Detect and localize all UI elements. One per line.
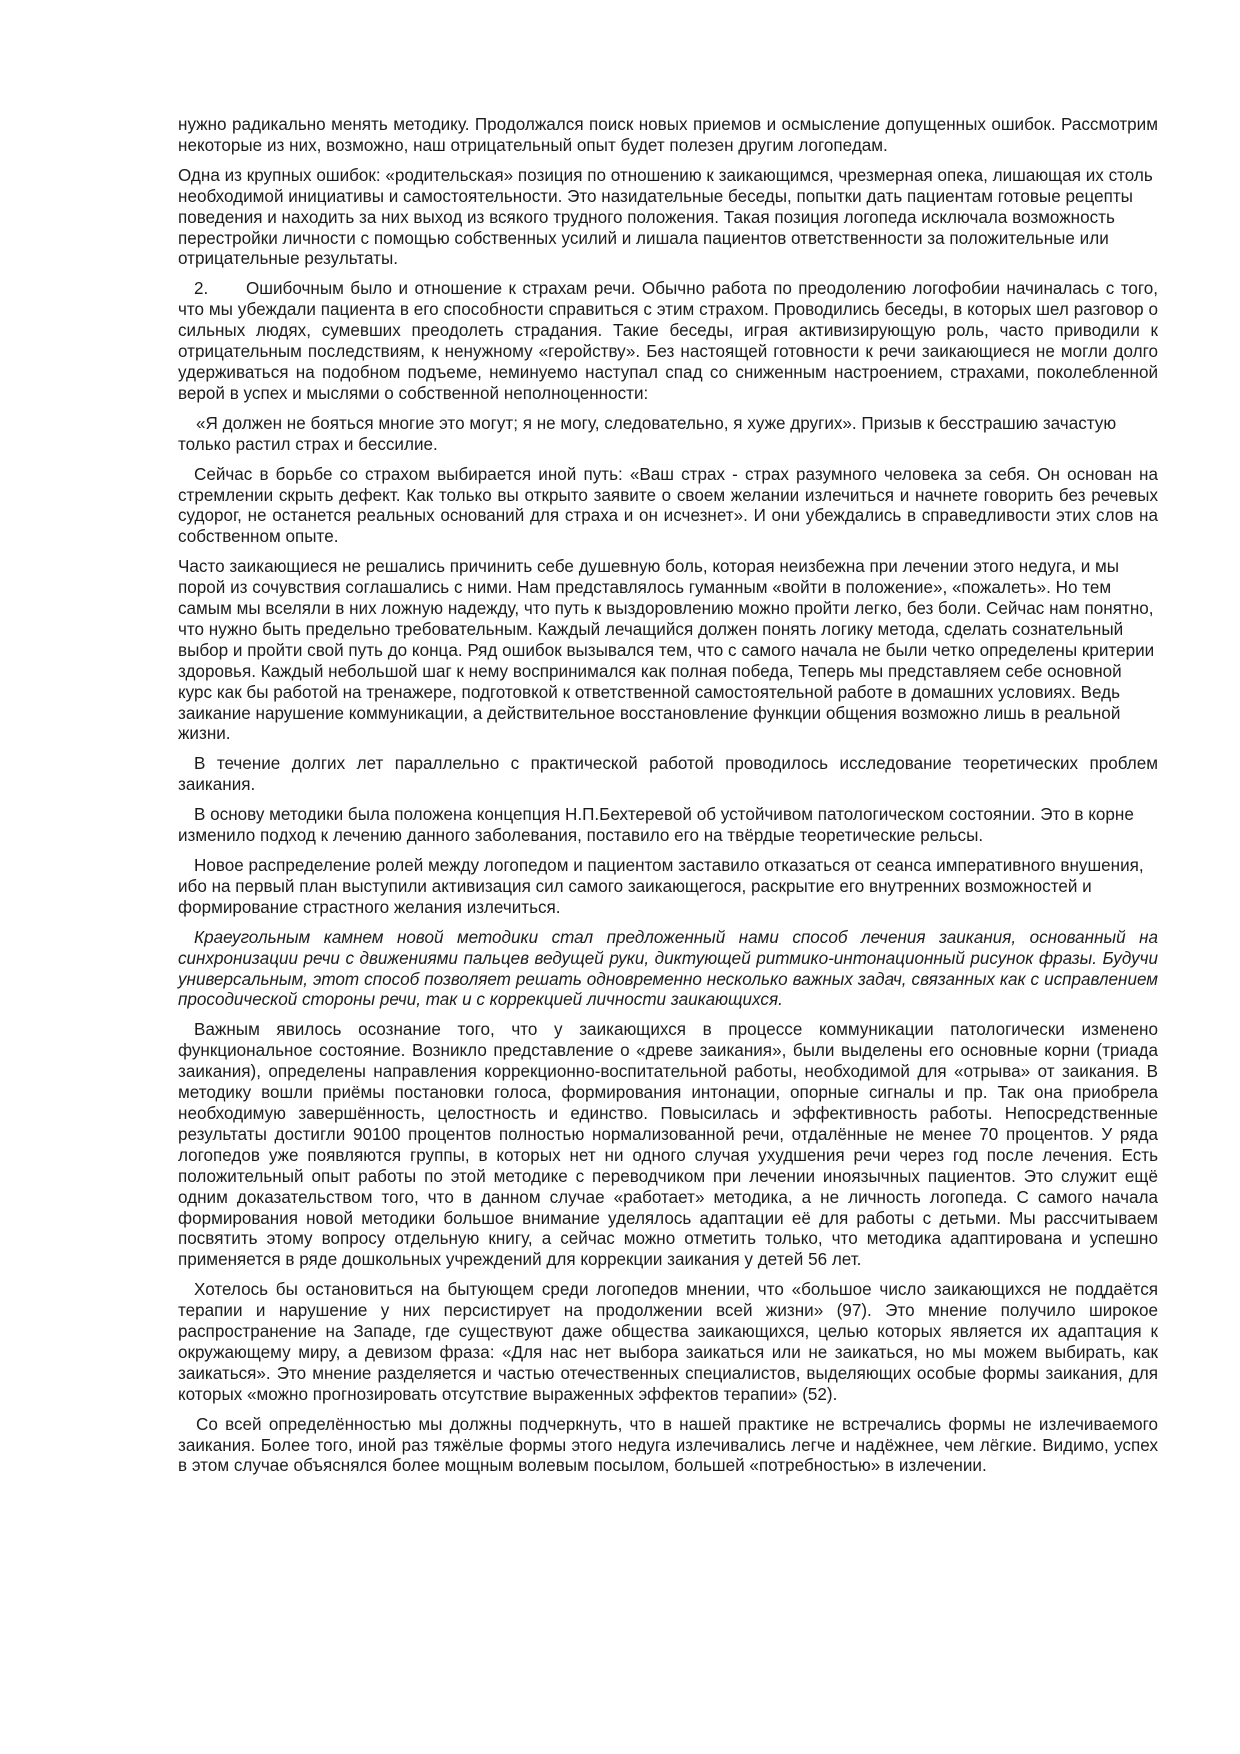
paragraph-13: Со всей определённостью мы должны подчеркнуть, что в нашей практике не встречались формы не излечиваемого заикания. Более того, иной раз тяжёлые формы этого недуга излечивались легче и надёжнее, чем лёгкие. Видимо, успех в этом случае объяснялся более мощным волевым посылом, большей «потребностью» в излечении. [178, 1414, 1158, 1476]
paragraph-9: Новое распределение ролей между логопедом и пациентом заставило отказаться от сеанса императивного внушения, ибо на первый план выступили активизация сил самого заикающегося, раскрытие его внутренних возможностей и формирование страстного желания излечиться. [178, 856, 1144, 917]
paragraph-5: Сейчас в борьбе со страхом выбирается иной путь: «Ваш страх - страх разумного человека за себя. Он основан на стремлении скрыть дефект. Как только вы открыто заявите о своем желании излечиться и начнете говорить без речевых судорог, не останется реальных оснований для страха и он исчезнет». И они убеждались в справедливости этих слов на собственном опыте. [178, 464, 1158, 547]
paragraph-2: Одна из крупных ошибок: «родительская» позиция по отношению к заикающимся, чрезмерная опека, лишающая их столь необходимой инициативы и самостоятельности. Это назидательные беседы, попытки дать пациентам готовые рецепты поведения и находить за них выход из всякого трудного положения. Такая позиция логопеда исключала возможность перестройки личности с помощью собственных усилий и лишала пациентов ответственности за положительные или отрицательные результаты. [178, 165, 1153, 269]
paragraph-1: нужно радикально менять методику. Продолжался поиск новых приемов и осмысление допущенных ошибок. Рассмотрим некоторые из них, возможно, наш отрицательный опыт будет полезен другим логопедам. [178, 115, 1158, 155]
paragraph-4: «Я должен не бояться многие это могут; я не могу, следовательно, я хуже других». Призыв к бесстрашию зачастую только растил страх и бессилие. [178, 413, 1117, 454]
paragraph-11: Важным явилось осознание того, что у заикающихся в процессе коммуникации патологически изменено функциональное состояние. Возникло представление о «древе заикания», были выделены его основные корни (триада заикания), определены направления коррекционно-воспитательной работы, необходимой для «отрыва» от заикания. В методику вошли приёмы постановки голоса, формирования интонации, опорные сигналы и пр. Так она приобрела необходимую завершённость, целостность и единство. Повысилась и эффективность работы. Непосредственные результаты достигли 90100 процентов полностью нормализованной речи, отдалённые не менее 70 процентов. У ряда логопедов уже появляются группы, в которых нет ни одного случая ухудшения речи через год после лечения. Есть положительный опыт работы по этой методике с переводчиком при лечении иноязычных пациентов. Это служит ещё одним доказательством того, что в данном случае «работает» методика, а не личность логопеда. С самого начала формирования новой методики большое внимание уделялось адаптации её для работы с детьми. Мы рассчитываем посвятить этому вопросу отдельную книгу, а сейчас можно отметить только, что методика адаптирована и успешно применяется в ряде дошкольных учреждений для коррекции заикания у детей 56 лет. [178, 1020, 1158, 1270]
paragraph-6: Часто заикающиеся не решались причинить себе душевную боль, которая неизбежна при лечении этого недуга, и мы порой из сочувствия соглашались с ними. Нам представлялось гуманным «войти в положение», «пожалеть». Но тем самым мы вселяли в них ложную надежду, что путь к выздоровлению можно пройти легко, без боли. Сейчас нам понятно, что нужно быть предельно требовательным. Каждый лечащийся должен понять логику метода, сделать сознательный выбор и пройти свой путь до конца. Ряд ошибок вызывался тем, что с самого начала не были четко определены критерии здоровья. Каждый небольшой шаг к нему воспринимался как полная победа, Теперь мы представляем себе основной курс как бы работой на тренажере, подготовкой к ответственной самостоятельной работе в домашних условиях. Ведь заикание нарушение коммуникации, а действительное восстановление функции общения возможно лишь в реальной жизни. [178, 557, 1155, 744]
numbered-paragraph-text: Ошибочным было и отношение к страхам речи. Обычно работа по преодолению логофобии начиналась с того, что мы убеждали пациента в его способности справиться с этим страхом. Проводились беседы, в которых шел разговор о сильных людях, сумевших преодолеть страдания. Такие беседы, играя активизирующую роль, часто приводили к отрицательным последствиям, к ненужному «геройству». Без настоящей готовности к речи заикающиеся не могли долго удерживаться на подобном подъеме, неминуемо наступал спад со сниженным настроением, страхами, поколебленной верой в успех и мыслями о собственной неполноценности: [178, 279, 1158, 403]
paragraph-12: Хотелось бы остановиться на бытующем среди логопедов мнении, что «большое число заикающихся не поддаётся терапии и нарушение у них персистирует на продолжении всей жизни» (97). Это мнение получило широкое распространение на Западе, где существуют даже общества заикающихся, целью которых является их адаптация к окружающему миру, а девизом фраза: «Для нас нет выбора заикаться или не заикаться, но мы можем выбирать, как заикаться». Это мнение разделяется и частью отечественных специалистов, выделяющих особые формы заикания, для которых «можно прогнозировать отсутствие выраженных эффектов терапии» (52). [178, 1280, 1158, 1404]
list-number: 2. [194, 279, 209, 299]
numbered-paragraph-2 [178, 279, 1158, 404]
paragraph-8: В основу методики была положена концепция Н.П.Бехтеревой об устойчивом патологическом состоянии. Это в корне изменило подход к лечению данного заболевания, поставило его на твёрдые теоретические рельсы. [178, 805, 1134, 846]
paragraph-7: В течение долгих лет параллельно с практической работой проводилось исследование теоретических проблем заикания. [178, 754, 1158, 795]
paragraph-10-italic: Краеугольным камнем новой методики стал предложенный нами способ лечения заикания, основанный на синхронизации речи с движениями пальцев ведущей руки, диктующей ритмико-интонационный рисунок фразы. Будучи универсальным, этот способ позволяет решать одновременно несколько важных задач, связанных как с исправлением просодической стороны речи, так и с коррекцией личности заикающихся. [178, 927, 1158, 1010]
document-page [178, 115, 1158, 1486]
